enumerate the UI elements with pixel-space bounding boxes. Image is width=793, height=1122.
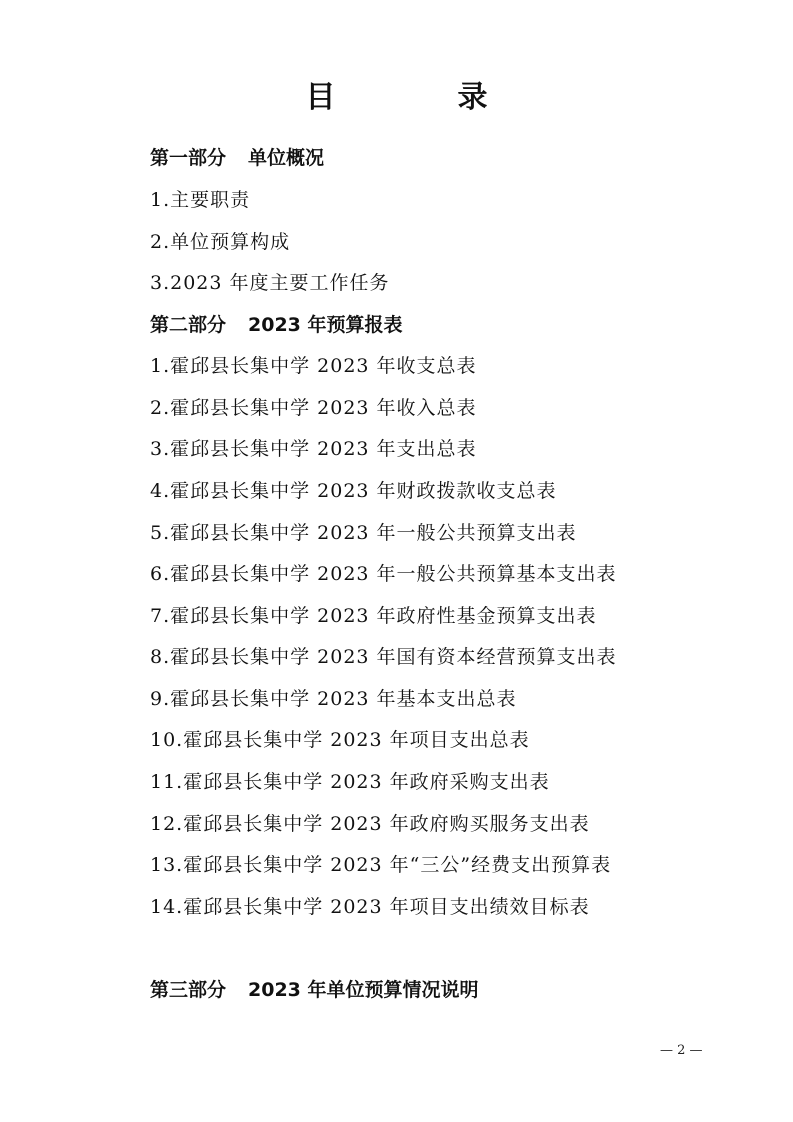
- toc-item: 14.霍邱县长集中学 2023 年项目支出绩效目标表: [150, 896, 590, 918]
- part2-heading: [150, 313, 403, 337]
- toc-item: 5.霍邱县长集中学 2023 年一般公共预算支出表: [150, 522, 577, 544]
- part1-label: 第一部分: [150, 147, 227, 169]
- toc-item: 12.霍邱县长集中学 2023 年政府购买服务支出表: [150, 813, 590, 835]
- toc-item: 4.霍邱县长集中学 2023 年财政拨款收支总表: [150, 480, 557, 502]
- part2-label: 第二部分: [150, 314, 227, 336]
- page-title: 目 录: [305, 80, 534, 115]
- toc-item: 7.霍邱县长集中学 2023 年政府性基金预算支出表: [150, 605, 597, 627]
- part1-heading: [150, 146, 324, 170]
- toc-item: 8.霍邱县长集中学 2023 年国有资本经营预算支出表: [150, 646, 617, 668]
- toc-item: 10.霍邱县长集中学 2023 年项目支出总表: [150, 729, 530, 751]
- page-number: — 2 —: [660, 1043, 703, 1058]
- part2-title: 2023 年预算报表: [248, 314, 403, 336]
- part1-title: 单位概况: [248, 147, 325, 169]
- toc-item: 2.单位预算构成: [150, 231, 291, 253]
- toc-item: 2.霍邱县长集中学 2023 年收入总表: [150, 397, 477, 419]
- toc-item: 13.霍邱县长集中学 2023 年“三公”经费支出预算表: [150, 854, 612, 876]
- part3-heading: [150, 978, 479, 1002]
- part3-label: 第三部分: [150, 979, 227, 1001]
- toc-item: 3.2023 年度主要工作任务: [150, 272, 390, 294]
- toc-item: 9.霍邱县长集中学 2023 年基本支出总表: [150, 688, 517, 710]
- toc-item: 1.主要职责: [150, 189, 251, 211]
- toc-item: 3.霍邱县长集中学 2023 年支出总表: [150, 438, 477, 460]
- toc-item: 6.霍邱县长集中学 2023 年一般公共预算基本支出表: [150, 563, 617, 585]
- part3-title: 2023 年单位预算情况说明: [248, 979, 479, 1001]
- toc-item: 11.霍邱县长集中学 2023 年政府采购支出表: [150, 771, 550, 793]
- toc-item: 1.霍邱县长集中学 2023 年收支总表: [150, 355, 477, 377]
